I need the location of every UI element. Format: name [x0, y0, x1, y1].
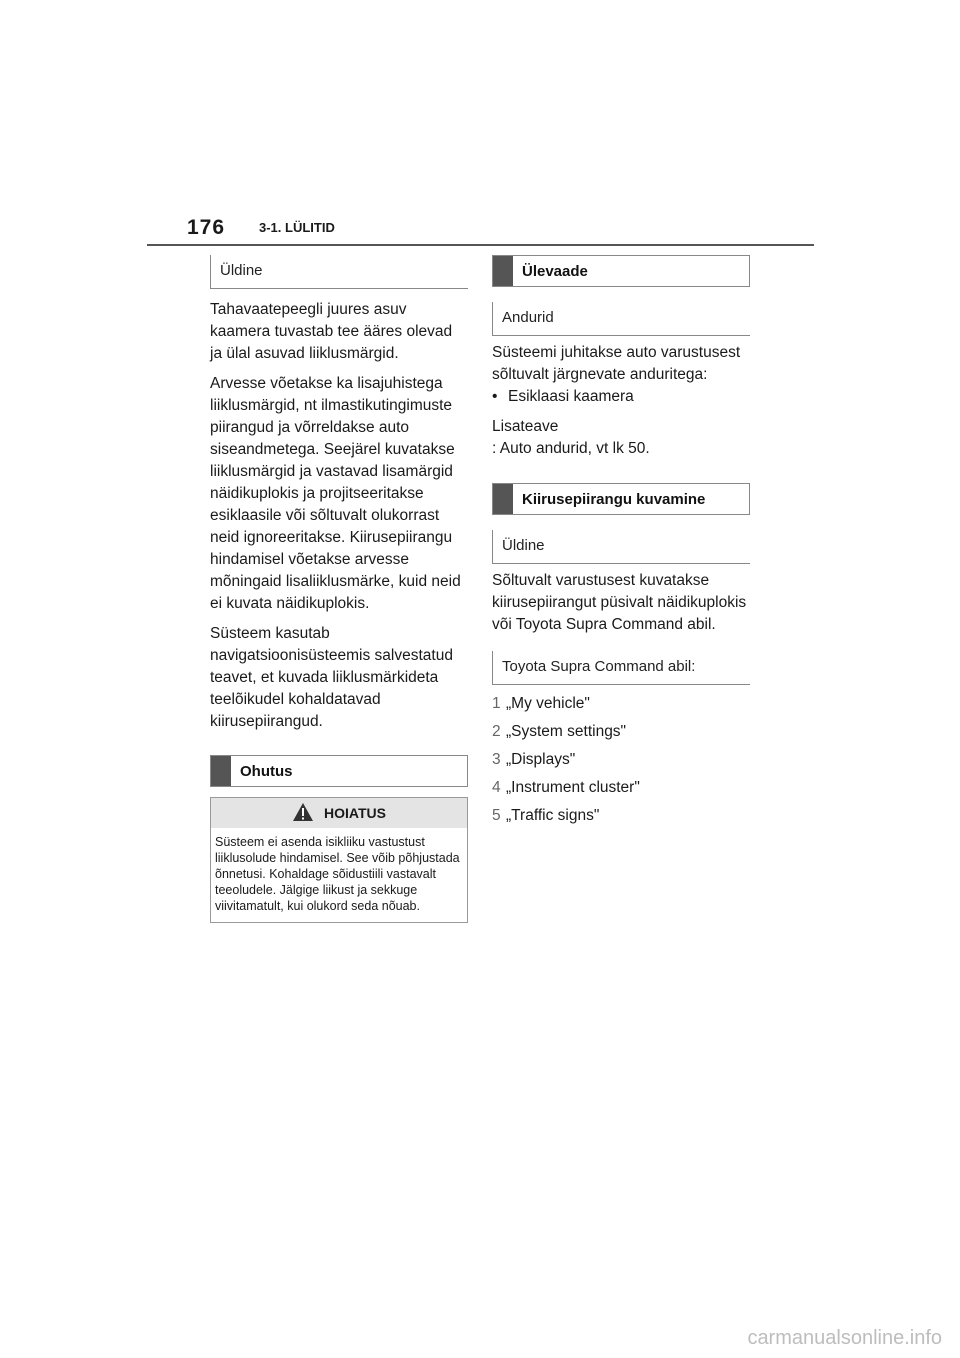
paragraph: Arvesse võetakse ka lisajuhistega liiklusmärgid, nt ilmastikutingimuste piirangud ja võrreldakse auto siseandmetega. Seejärel kuvatakse liiklusmärgid ja vastavad lisamärgid näidikuplokis ja projitseeritakse esiklaasile või sõltuvalt olukorrast neid ignoreeritakse. Kiirusepiirangu hindamisel võetakse arvesse mõningaid lisaliiklusmärke, kuid neid ei kuvata näidikuplokis.: [210, 375, 461, 612]
overview-heading-label: Ülevaade: [522, 262, 588, 280]
list-item: 1 „My vehicle": [492, 695, 590, 712]
speed-general-heading: Üldine: [492, 530, 750, 564]
list-item: 3 „Displays": [492, 751, 576, 768]
sensors-heading: Andurid: [492, 302, 750, 336]
paragraph: Tahavaatepeegli juures asuv kaamera tuvastab tee ääres olevad ja ülal asuvad liiklusmärgid.: [210, 301, 453, 362]
warning-box: [210, 797, 468, 923]
left-column: [210, 255, 468, 923]
list-item: • Esiklaasi kaamera: [492, 388, 634, 405]
heading-block: [211, 756, 231, 786]
safety-heading: [210, 755, 468, 787]
watermark: carmanualsonline.info: [747, 1327, 942, 1349]
chapter-title: 3-1. LÜLITID: [259, 220, 335, 235]
steps-list: [492, 693, 750, 827]
safety-heading-label: Ohutus: [240, 762, 293, 780]
page-number: 176: [187, 216, 226, 239]
more-info-label: Lisateave: [492, 418, 559, 435]
paragraph: Süsteem kasutab navigatsioonisüsteemis salvestatud teavet, et kuvada liiklusmärkideta teelõikudel kohaldatavad kiirusepiirangud.: [210, 625, 453, 730]
heading-block: [493, 256, 513, 286]
speed-limit-heading-label: Kiirusepiirangu kuvamine: [522, 490, 706, 508]
general-heading: Üldine: [210, 255, 468, 289]
list-item: 5 „Traffic signs": [492, 807, 600, 824]
warning-header: [211, 798, 467, 828]
heading-block: [493, 484, 513, 514]
sensors-list: [492, 386, 750, 408]
warning-text: Süsteem ei asenda isikliiku vastustust liiklusolude hindamisel. See võib põhjustada õnnetusi. Kohaldage sõidustiili vastavalt teeoludele. Jälgige liikust ja sekkuge viivitamatult, kui olukord seda nõuab.: [215, 835, 460, 913]
more-info-reference: : Auto andurid, vt lk 50.: [492, 440, 650, 457]
overview-heading: [492, 255, 750, 287]
header-rule: [147, 244, 814, 246]
warning-title: HOIATUS: [324, 805, 386, 821]
list-item: 2 „System settings": [492, 723, 627, 740]
command-heading: Toyota Supra Command abil:: [492, 651, 750, 685]
speed-limit-heading: [492, 483, 750, 515]
warning-triangle-icon: [292, 802, 314, 825]
right-column: [492, 255, 750, 833]
speed-text: Sõltuvalt varustusest kuvatakse kiirusepiirangut püsivalt näidikuplokis või Toyota Supra Command abil.: [492, 572, 747, 633]
list-item: 4 „Instrument cluster": [492, 779, 640, 796]
sensors-text: Süsteemi juhitakse auto varustusest sõltuvalt järgnevate anduritega:: [492, 344, 741, 383]
